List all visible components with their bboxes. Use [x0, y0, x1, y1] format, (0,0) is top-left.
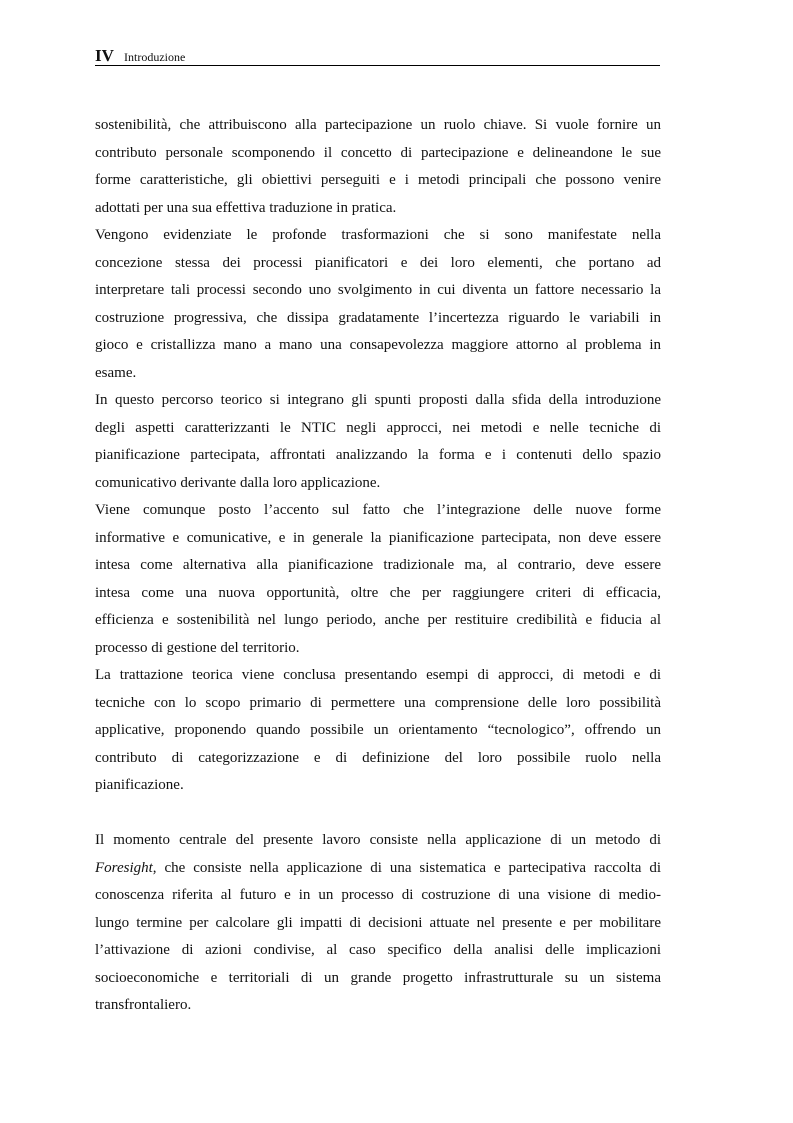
text-line: Vengono evidenziate le profonde trasformazioni che si sono manifestate nella — [95, 227, 661, 243]
text-line: degli aspetti caratterizzanti le NTIC negli approcci, nei metodi e nelle tecniche di — [95, 419, 661, 436]
chapter-title: Introduzione — [124, 50, 186, 64]
text-line — [95, 855, 661, 883]
paragraph — [95, 497, 661, 662]
page-number: IV — [95, 46, 114, 65]
text-line: La trattazione teorica viene conclusa presentando esempi di approcci, di metodi e di — [95, 667, 661, 683]
text-line: In questo percorso teorico si integrano gli spunti proposti dalla sfida della introduzione — [95, 392, 661, 408]
text-line: interpretare tali processi secondo uno svolgimento in cui diventa un fattore necessario la — [95, 282, 661, 298]
text-line: pianificazione partecipata, affrontati analizzando la forma e i contenuti dello spazio — [95, 447, 661, 463]
text-line: gioco e cristallizza mano a mano una consapevolezza maggiore attorno al problema in — [95, 337, 661, 353]
text-line: lungo termine per calcolare gli impatti di decisioni attuate nel presente e per mobilitare — [95, 914, 661, 931]
running-header — [95, 47, 660, 66]
text-line: concezione stessa dei processi pianificatori e dei loro elementi, che portano ad — [95, 254, 661, 271]
paragraph-spacer — [95, 800, 661, 828]
text-line: socioeconomiche e territoriali di un grande progetto infrastrutturale su un sistema — [95, 969, 661, 986]
text-line: intesa come una nuova opportunità, oltre che per raggiungere criteri di efficacia, — [95, 584, 661, 601]
text-line: conoscenza riferita al futuro e in un processo di costruzione di una visione di medio- — [95, 887, 661, 903]
text-line: costruzione progressiva, che dissipa gradatamente l’incertezza riguardo le variabili in — [95, 309, 661, 326]
text-line: efficienza e sostenibilità nel lungo periodo, anche per restituire credibilità e fiducia al — [95, 612, 661, 628]
paragraph — [95, 112, 661, 222]
text-line: Il momento centrale del presente lavoro consiste nella applicazione di un metodo di — [95, 832, 661, 848]
paragraph — [95, 222, 661, 387]
text-line: sostenibilità, che attribuiscono alla partecipazione un ruolo chiave. Si vuole fornire un — [95, 117, 661, 133]
text-line: intesa come alternativa alla pianificazione tradizionale ma, al contrario, deve essere — [95, 557, 661, 573]
text-line: applicative, proponendo quando possibile un orientamento “tecnologico”, offrendo un — [95, 722, 661, 738]
paragraph — [95, 387, 661, 497]
text-line: transfrontaliero. — [95, 997, 192, 1013]
foresight-term: Foresight — [95, 859, 153, 876]
text-line: contributo di categorizzazione e di definizione del loro possibile ruolo nella — [95, 749, 661, 766]
text-line: esame. — [95, 364, 137, 381]
paragraph — [95, 827, 661, 1020]
paragraph — [95, 662, 661, 800]
text-line: tecniche con lo scopo primario di permettere una comprensione delle loro possibilità — [95, 694, 661, 711]
text-line: processo di gestione del territorio. — [95, 639, 300, 656]
text-line: comunicativo derivante dalla loro applicazione. — [95, 474, 381, 491]
text-line: l’attivazione di azioni condivise, al caso specifico della analisi delle implicazioni — [95, 942, 661, 958]
text-line: forme caratteristiche, gli obiettivi perseguiti e i metodi principali che possono venire — [95, 172, 661, 188]
body-text — [95, 112, 661, 1020]
text-line: adottati per una sua effettiva traduzione in pratica. — [95, 199, 397, 216]
text-line: pianificazione. — [95, 777, 184, 793]
text-line: Viene comunque posto l’accento sul fatto che l’integrazione delle nuove forme — [95, 502, 661, 518]
text-line: contributo personale scomponendo il concetto di partecipazione e delineandone le sue — [95, 144, 661, 161]
text-line-rest: , che consiste nella applicazione di una sistematica e partecipativa raccolta di — [152, 859, 661, 876]
text-line: informative e comunicative, e in generale la pianificazione partecipata, non deve essere — [95, 529, 661, 546]
